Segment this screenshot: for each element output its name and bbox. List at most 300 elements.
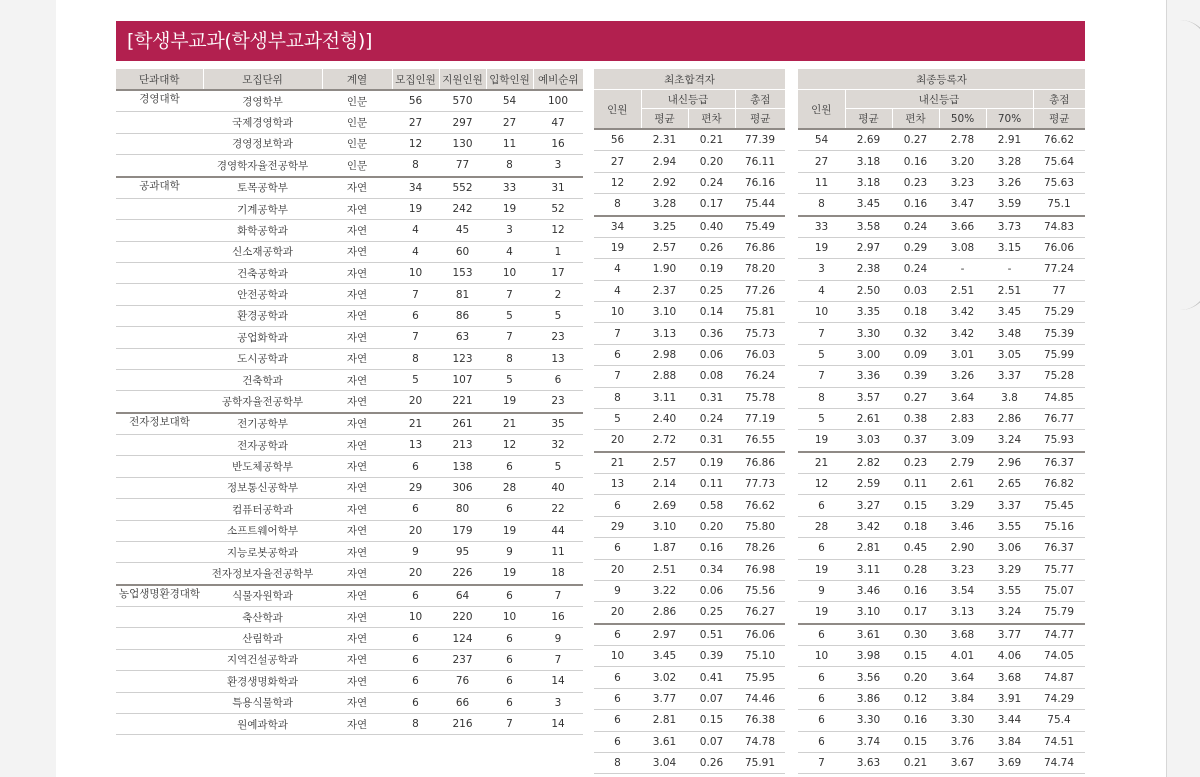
college-cell — [116, 263, 203, 284]
final-p70-cell: 3.26 — [986, 172, 1033, 193]
track-cell: 자연 — [322, 220, 392, 241]
applicants-cell: 86 — [439, 305, 486, 326]
first-total-cell: 75.78 — [735, 387, 785, 408]
college-cell — [116, 284, 203, 305]
final-avg-cell: 3.18 — [845, 151, 892, 172]
first-dev-cell: 0.26 — [688, 237, 735, 258]
final-p50-cell: 2.90 — [939, 538, 986, 559]
first-avg-cell: 3.61 — [641, 731, 688, 752]
first-avg-cell: 2.37 — [641, 280, 688, 301]
first-avg-cell: 3.25 — [641, 216, 688, 238]
final-p70-cell: 3.55 — [986, 516, 1033, 537]
table-row — [798, 280, 1085, 301]
final-p70-cell: 3.48 — [986, 323, 1033, 344]
unit-cell: 경영학자율전공학부 — [203, 155, 322, 177]
final-count-cell: 8 — [798, 387, 845, 408]
waitlist-cell: 22 — [533, 499, 583, 520]
first-dev-cell: 0.34 — [688, 559, 735, 580]
table-row — [116, 671, 583, 692]
final-total-header: 총점 — [1033, 90, 1085, 109]
table-row — [116, 198, 583, 219]
first-avg-cell: 3.11 — [641, 387, 688, 408]
final-total-avg-header: 평균 — [1033, 109, 1085, 130]
first-total-cell: 77.73 — [735, 474, 785, 495]
table-row — [594, 667, 785, 688]
first-total-header: 총점 — [735, 90, 785, 109]
final-dev-cell: 0.16 — [892, 194, 939, 216]
college-cell — [116, 241, 203, 262]
final-count-cell: 5 — [798, 344, 845, 365]
college-cell — [116, 369, 203, 390]
final-p50-cell: 3.47 — [939, 194, 986, 216]
table-row — [798, 516, 1085, 537]
table-row — [798, 344, 1085, 365]
waitlist-cell: 18 — [533, 563, 583, 585]
final-p50-cell: 3.66 — [939, 216, 986, 238]
final-dev-header: 편차 — [892, 109, 939, 130]
table-row — [594, 129, 785, 151]
final-p50-cell: 3.08 — [939, 237, 986, 258]
table-row — [798, 646, 1085, 667]
admitted-cell: 6 — [486, 456, 533, 477]
first-count-cell: 34 — [594, 216, 641, 238]
table-row — [594, 172, 785, 193]
first-dev-cell: 0.20 — [688, 151, 735, 172]
final-avg-cell: 3.27 — [845, 495, 892, 516]
admitted-cell: 33 — [486, 177, 533, 199]
table-row — [798, 366, 1085, 387]
final-avg-cell: 3.36 — [845, 366, 892, 387]
waitlist-cell: 32 — [533, 435, 583, 456]
final-dev-cell: 0.15 — [892, 495, 939, 516]
waitlist-cell: 11 — [533, 541, 583, 562]
table-row — [116, 435, 583, 456]
first-avg-cell: 2.81 — [641, 710, 688, 731]
table-row — [594, 408, 785, 429]
track-cell: 자연 — [322, 177, 392, 199]
admitted-cell: 19 — [486, 563, 533, 585]
college-cell — [116, 198, 203, 219]
first-count-cell: 9 — [594, 580, 641, 601]
table-row — [594, 280, 785, 301]
table-row — [116, 713, 583, 734]
track-cell: 자연 — [322, 305, 392, 326]
applicants-cell: 45 — [439, 220, 486, 241]
final-total-cell: 75.4 — [1033, 710, 1085, 731]
college-cell — [116, 477, 203, 498]
final-p70-cell: 3.37 — [986, 366, 1033, 387]
first-total-cell: 76.03 — [735, 344, 785, 365]
unit-cell: 소프트웨어학부 — [203, 520, 322, 541]
unit-cell: 안전공학과 — [203, 284, 322, 305]
final-p70-cell: 3.06 — [986, 538, 1033, 559]
final-total-cell: 75.07 — [1033, 580, 1085, 601]
final-p70-cell: 3.8 — [986, 387, 1033, 408]
first-total-cell: 78.26 — [735, 538, 785, 559]
admitted-cell: 10 — [486, 263, 533, 284]
first-dev-cell: 0.14 — [688, 302, 735, 323]
table-row — [116, 90, 583, 112]
table-row — [798, 172, 1085, 193]
final-dev-cell: 0.27 — [892, 129, 939, 151]
college-cell — [116, 499, 203, 520]
first-count-cell: 19 — [594, 237, 641, 258]
admitted-cell: 6 — [486, 628, 533, 649]
final-p50-cell: 3.68 — [939, 624, 986, 646]
first-avg-cell: 2.14 — [641, 474, 688, 495]
final-total-cell: 76.37 — [1033, 538, 1085, 559]
final-p50-cell: 4.01 — [939, 646, 986, 667]
quota-cell: 6 — [392, 499, 439, 520]
final-p70-cell: 3.24 — [986, 430, 1033, 452]
first-total-cell: 75.49 — [735, 216, 785, 238]
applicants-cell: 226 — [439, 563, 486, 585]
final-dev-cell: 0.21 — [892, 752, 939, 773]
unit-cell: 토목공학부 — [203, 177, 322, 199]
admitted-cell: 28 — [486, 477, 533, 498]
first-total-cell: 75.91 — [735, 752, 785, 773]
table-row — [798, 474, 1085, 495]
table-row — [798, 387, 1085, 408]
table-row — [798, 302, 1085, 323]
final-avg-cell: 2.69 — [845, 129, 892, 151]
track-cell: 자연 — [322, 348, 392, 369]
first-dev-cell: 0.26 — [688, 752, 735, 773]
applicants-cell: 80 — [439, 499, 486, 520]
table-row — [798, 408, 1085, 429]
first-total-cell: 76.27 — [735, 602, 785, 624]
waitlist-cell: 5 — [533, 305, 583, 326]
unit-cell: 공업화학과 — [203, 327, 322, 348]
first-avg-cell: 3.22 — [641, 580, 688, 601]
quota-cell: 20 — [392, 391, 439, 413]
first-admits-header: 최초합격자 — [594, 69, 785, 90]
final-count-cell: 3 — [798, 259, 845, 280]
first-count-cell: 13 — [594, 474, 641, 495]
final-avg-cell: 3.46 — [845, 580, 892, 601]
final-avg-cell: 3.30 — [845, 323, 892, 344]
unit-cell: 식물자원학과 — [203, 585, 322, 607]
final-dev-cell: 0.11 — [892, 474, 939, 495]
first-dev-cell: 0.31 — [688, 430, 735, 452]
final-total-cell: 74.85 — [1033, 387, 1085, 408]
quota-cell: 6 — [392, 692, 439, 713]
waitlist-cell: 14 — [533, 713, 583, 734]
waitlist-cell: 47 — [533, 112, 583, 133]
college-cell — [116, 607, 203, 628]
first-dev-cell: 0.36 — [688, 323, 735, 344]
admitted-cell: 3 — [486, 220, 533, 241]
first-count-cell: 10 — [594, 302, 641, 323]
first-grade-header: 내신등급 — [641, 90, 735, 109]
applicants-cell: 216 — [439, 713, 486, 734]
final-avg-cell: 3.61 — [845, 624, 892, 646]
first-avg-header: 평균 — [641, 109, 688, 130]
final-avg-cell: 3.57 — [845, 387, 892, 408]
col-applicants: 지원인원 — [439, 69, 486, 90]
final-avg-cell: 2.59 — [845, 474, 892, 495]
first-total-cell: 76.86 — [735, 452, 785, 474]
final-avg-cell: 3.98 — [845, 646, 892, 667]
table-row — [798, 538, 1085, 559]
first-total-cell: 75.73 — [735, 323, 785, 344]
final-total-cell: 75.39 — [1033, 323, 1085, 344]
table-row — [798, 624, 1085, 646]
table-row — [116, 499, 583, 520]
track-cell: 인문 — [322, 155, 392, 177]
applicants-cell: 306 — [439, 477, 486, 498]
final-count-cell: 6 — [798, 667, 845, 688]
waitlist-cell: 6 — [533, 369, 583, 390]
first-count-cell: 8 — [594, 387, 641, 408]
unit-cell: 지능로봇공학과 — [203, 541, 322, 562]
first-dev-cell: 0.25 — [688, 602, 735, 624]
first-dev-cell: 0.07 — [688, 731, 735, 752]
first-avg-cell: 2.57 — [641, 237, 688, 258]
applicants-cell: 123 — [439, 348, 486, 369]
final-p50-cell: 3.01 — [939, 344, 986, 365]
final-count-cell: 54 — [798, 129, 845, 151]
final-total-cell: 75.77 — [1033, 559, 1085, 580]
admitted-cell: 6 — [486, 585, 533, 607]
first-count-cell: 56 — [594, 129, 641, 151]
first-avg-cell: 2.69 — [641, 495, 688, 516]
first-total-cell: 75.44 — [735, 194, 785, 216]
first-dev-cell: 0.31 — [688, 387, 735, 408]
first-avg-cell: 2.97 — [641, 624, 688, 646]
first-count-cell: 10 — [594, 646, 641, 667]
unit-cell: 국제경영학과 — [203, 112, 322, 133]
first-avg-cell: 3.02 — [641, 667, 688, 688]
final-total-cell: 74.51 — [1033, 731, 1085, 752]
final-avg-cell: 2.97 — [845, 237, 892, 258]
college-cell — [116, 327, 203, 348]
final-p50-cell: 3.46 — [939, 516, 986, 537]
quota-cell: 6 — [392, 456, 439, 477]
unit-cell: 전기공학부 — [203, 413, 322, 435]
final-p50-cell: 2.79 — [939, 452, 986, 474]
final-avg-cell: 3.10 — [845, 602, 892, 624]
first-dev-header: 편차 — [688, 109, 735, 130]
final-total-cell: 74.29 — [1033, 688, 1085, 709]
admitted-cell: 7 — [486, 327, 533, 348]
table-row — [116, 284, 583, 305]
table-row — [594, 323, 785, 344]
first-count-cell: 4 — [594, 259, 641, 280]
first-avg-cell: 2.88 — [641, 366, 688, 387]
final-p50-cell: 3.76 — [939, 731, 986, 752]
first-dev-cell: 0.06 — [688, 580, 735, 601]
col-admitted: 입학인원 — [486, 69, 533, 90]
table-row — [798, 580, 1085, 601]
col-track: 계열 — [322, 69, 392, 90]
unit-cell: 정보통신공학부 — [203, 477, 322, 498]
final-p70-cell: 3.37 — [986, 495, 1033, 516]
final-dev-cell: 0.03 — [892, 280, 939, 301]
first-avg-cell: 2.40 — [641, 408, 688, 429]
college-cell: 전자정보대학 — [116, 413, 203, 435]
table-row — [798, 602, 1085, 624]
final-p70-cell: 2.51 — [986, 280, 1033, 301]
first-count-cell: 4 — [594, 280, 641, 301]
waitlist-cell: 5 — [533, 456, 583, 477]
college-cell — [116, 155, 203, 177]
final-count-cell: 12 — [798, 474, 845, 495]
final-avg-cell: 3.74 — [845, 731, 892, 752]
track-cell: 자연 — [322, 563, 392, 585]
quota-cell: 6 — [392, 628, 439, 649]
waitlist-cell: 12 — [533, 220, 583, 241]
college-cell — [116, 305, 203, 326]
college-cell — [116, 649, 203, 670]
final-avg-cell: 2.82 — [845, 452, 892, 474]
table-row — [798, 430, 1085, 452]
admitted-cell: 8 — [486, 155, 533, 177]
final-count-cell: 6 — [798, 688, 845, 709]
quota-cell: 8 — [392, 348, 439, 369]
final-count-cell: 21 — [798, 452, 845, 474]
table-row — [116, 585, 583, 607]
final-count-cell: 4 — [798, 280, 845, 301]
final-p50-cell: 3.26 — [939, 366, 986, 387]
final-p70-cell: 3.05 — [986, 344, 1033, 365]
first-count-cell: 21 — [594, 452, 641, 474]
final-p50-cell: 3.09 — [939, 430, 986, 452]
table-row — [798, 752, 1085, 773]
final-count-cell: 33 — [798, 216, 845, 238]
college-cell — [116, 520, 203, 541]
first-dev-cell: 0.19 — [688, 452, 735, 474]
admitted-cell: 6 — [486, 499, 533, 520]
table-row — [798, 559, 1085, 580]
first-dev-cell: 0.17 — [688, 194, 735, 216]
first-total-cell: 76.38 — [735, 710, 785, 731]
track-cell: 자연 — [322, 671, 392, 692]
first-dev-cell: 0.51 — [688, 624, 735, 646]
final-total-cell: 76.82 — [1033, 474, 1085, 495]
table-row — [116, 520, 583, 541]
first-count-cell: 20 — [594, 559, 641, 580]
applicants-cell: 124 — [439, 628, 486, 649]
college-cell — [116, 628, 203, 649]
table-row — [798, 452, 1085, 474]
final-p50-cell: 3.23 — [939, 172, 986, 193]
admitted-cell: 19 — [486, 198, 533, 219]
final-avg-cell: 3.42 — [845, 516, 892, 537]
final-dev-cell: 0.39 — [892, 366, 939, 387]
table-row — [116, 563, 583, 585]
table-row — [594, 602, 785, 624]
college-cell — [116, 348, 203, 369]
admitted-cell: 6 — [486, 692, 533, 713]
track-cell: 자연 — [322, 628, 392, 649]
first-count-cell: 8 — [594, 194, 641, 216]
quota-cell: 6 — [392, 305, 439, 326]
admission-info-table — [116, 69, 583, 735]
table-row — [594, 259, 785, 280]
table-row — [594, 302, 785, 323]
final-count-cell: 8 — [798, 194, 845, 216]
applicants-cell: 213 — [439, 435, 486, 456]
final-p50-cell: 3.64 — [939, 387, 986, 408]
final-avg-cell: 3.00 — [845, 344, 892, 365]
final-total-cell: 75.99 — [1033, 344, 1085, 365]
admitted-cell: 21 — [486, 413, 533, 435]
final-dev-cell: 0.37 — [892, 430, 939, 452]
final-p50-cell: 3.84 — [939, 688, 986, 709]
applicants-cell: 237 — [439, 649, 486, 670]
table-row — [116, 305, 583, 326]
table-row — [594, 559, 785, 580]
admitted-cell: 11 — [486, 133, 533, 154]
table-row — [116, 133, 583, 154]
waitlist-cell: 2 — [533, 284, 583, 305]
first-avg-cell: 3.77 — [641, 688, 688, 709]
final-p70-cell: 3.69 — [986, 752, 1033, 773]
final-count-cell: 19 — [798, 237, 845, 258]
table-row — [798, 323, 1085, 344]
final-total-cell: 74.74 — [1033, 752, 1085, 773]
table-row — [116, 177, 583, 199]
first-dev-cell: 0.24 — [688, 408, 735, 429]
first-avg-cell: 3.10 — [641, 302, 688, 323]
quota-cell: 9 — [392, 541, 439, 562]
first-count-cell: 7 — [594, 366, 641, 387]
first-avg-cell: 3.13 — [641, 323, 688, 344]
quota-cell: 20 — [392, 520, 439, 541]
first-dev-cell: 0.58 — [688, 495, 735, 516]
final-total-cell: 75.29 — [1033, 302, 1085, 323]
final-avg-cell: 3.11 — [845, 559, 892, 580]
track-cell: 자연 — [322, 284, 392, 305]
final-dev-cell: 0.23 — [892, 452, 939, 474]
final-total-cell: 75.16 — [1033, 516, 1085, 537]
college-cell — [116, 220, 203, 241]
unit-cell: 지역건설공학과 — [203, 649, 322, 670]
final-avg-cell: 3.03 — [845, 430, 892, 452]
section-title: [학생부교과(학생부교과전형)] — [116, 21, 1085, 61]
final-p50-cell: 2.51 — [939, 280, 986, 301]
first-avg-cell: 2.98 — [641, 344, 688, 365]
quota-cell: 4 — [392, 241, 439, 262]
final-p50-cell: 2.61 — [939, 474, 986, 495]
final-p50-cell: 3.23 — [939, 559, 986, 580]
unit-cell: 도시공학과 — [203, 348, 322, 369]
first-count-cell: 7 — [594, 323, 641, 344]
applicants-cell: 221 — [439, 391, 486, 413]
table-row — [798, 129, 1085, 151]
final-count-cell: 9 — [798, 580, 845, 601]
first-total-cell: 74.46 — [735, 688, 785, 709]
table-row — [594, 366, 785, 387]
final-p70-cell: 2.65 — [986, 474, 1033, 495]
waitlist-cell: 7 — [533, 585, 583, 607]
applicants-cell: 81 — [439, 284, 486, 305]
unit-cell: 환경공학과 — [203, 305, 322, 326]
quota-cell: 7 — [392, 327, 439, 348]
first-dev-cell: 0.19 — [688, 259, 735, 280]
admitted-cell: 10 — [486, 607, 533, 628]
final-dev-cell: 0.30 — [892, 624, 939, 646]
unit-cell: 산림학과 — [203, 628, 322, 649]
table-row — [116, 112, 583, 133]
first-avg-cell: 2.31 — [641, 129, 688, 151]
first-total-cell: 76.86 — [735, 237, 785, 258]
final-count-cell: 19 — [798, 430, 845, 452]
quota-cell: 4 — [392, 220, 439, 241]
waitlist-cell: 44 — [533, 520, 583, 541]
applicants-cell: 242 — [439, 198, 486, 219]
